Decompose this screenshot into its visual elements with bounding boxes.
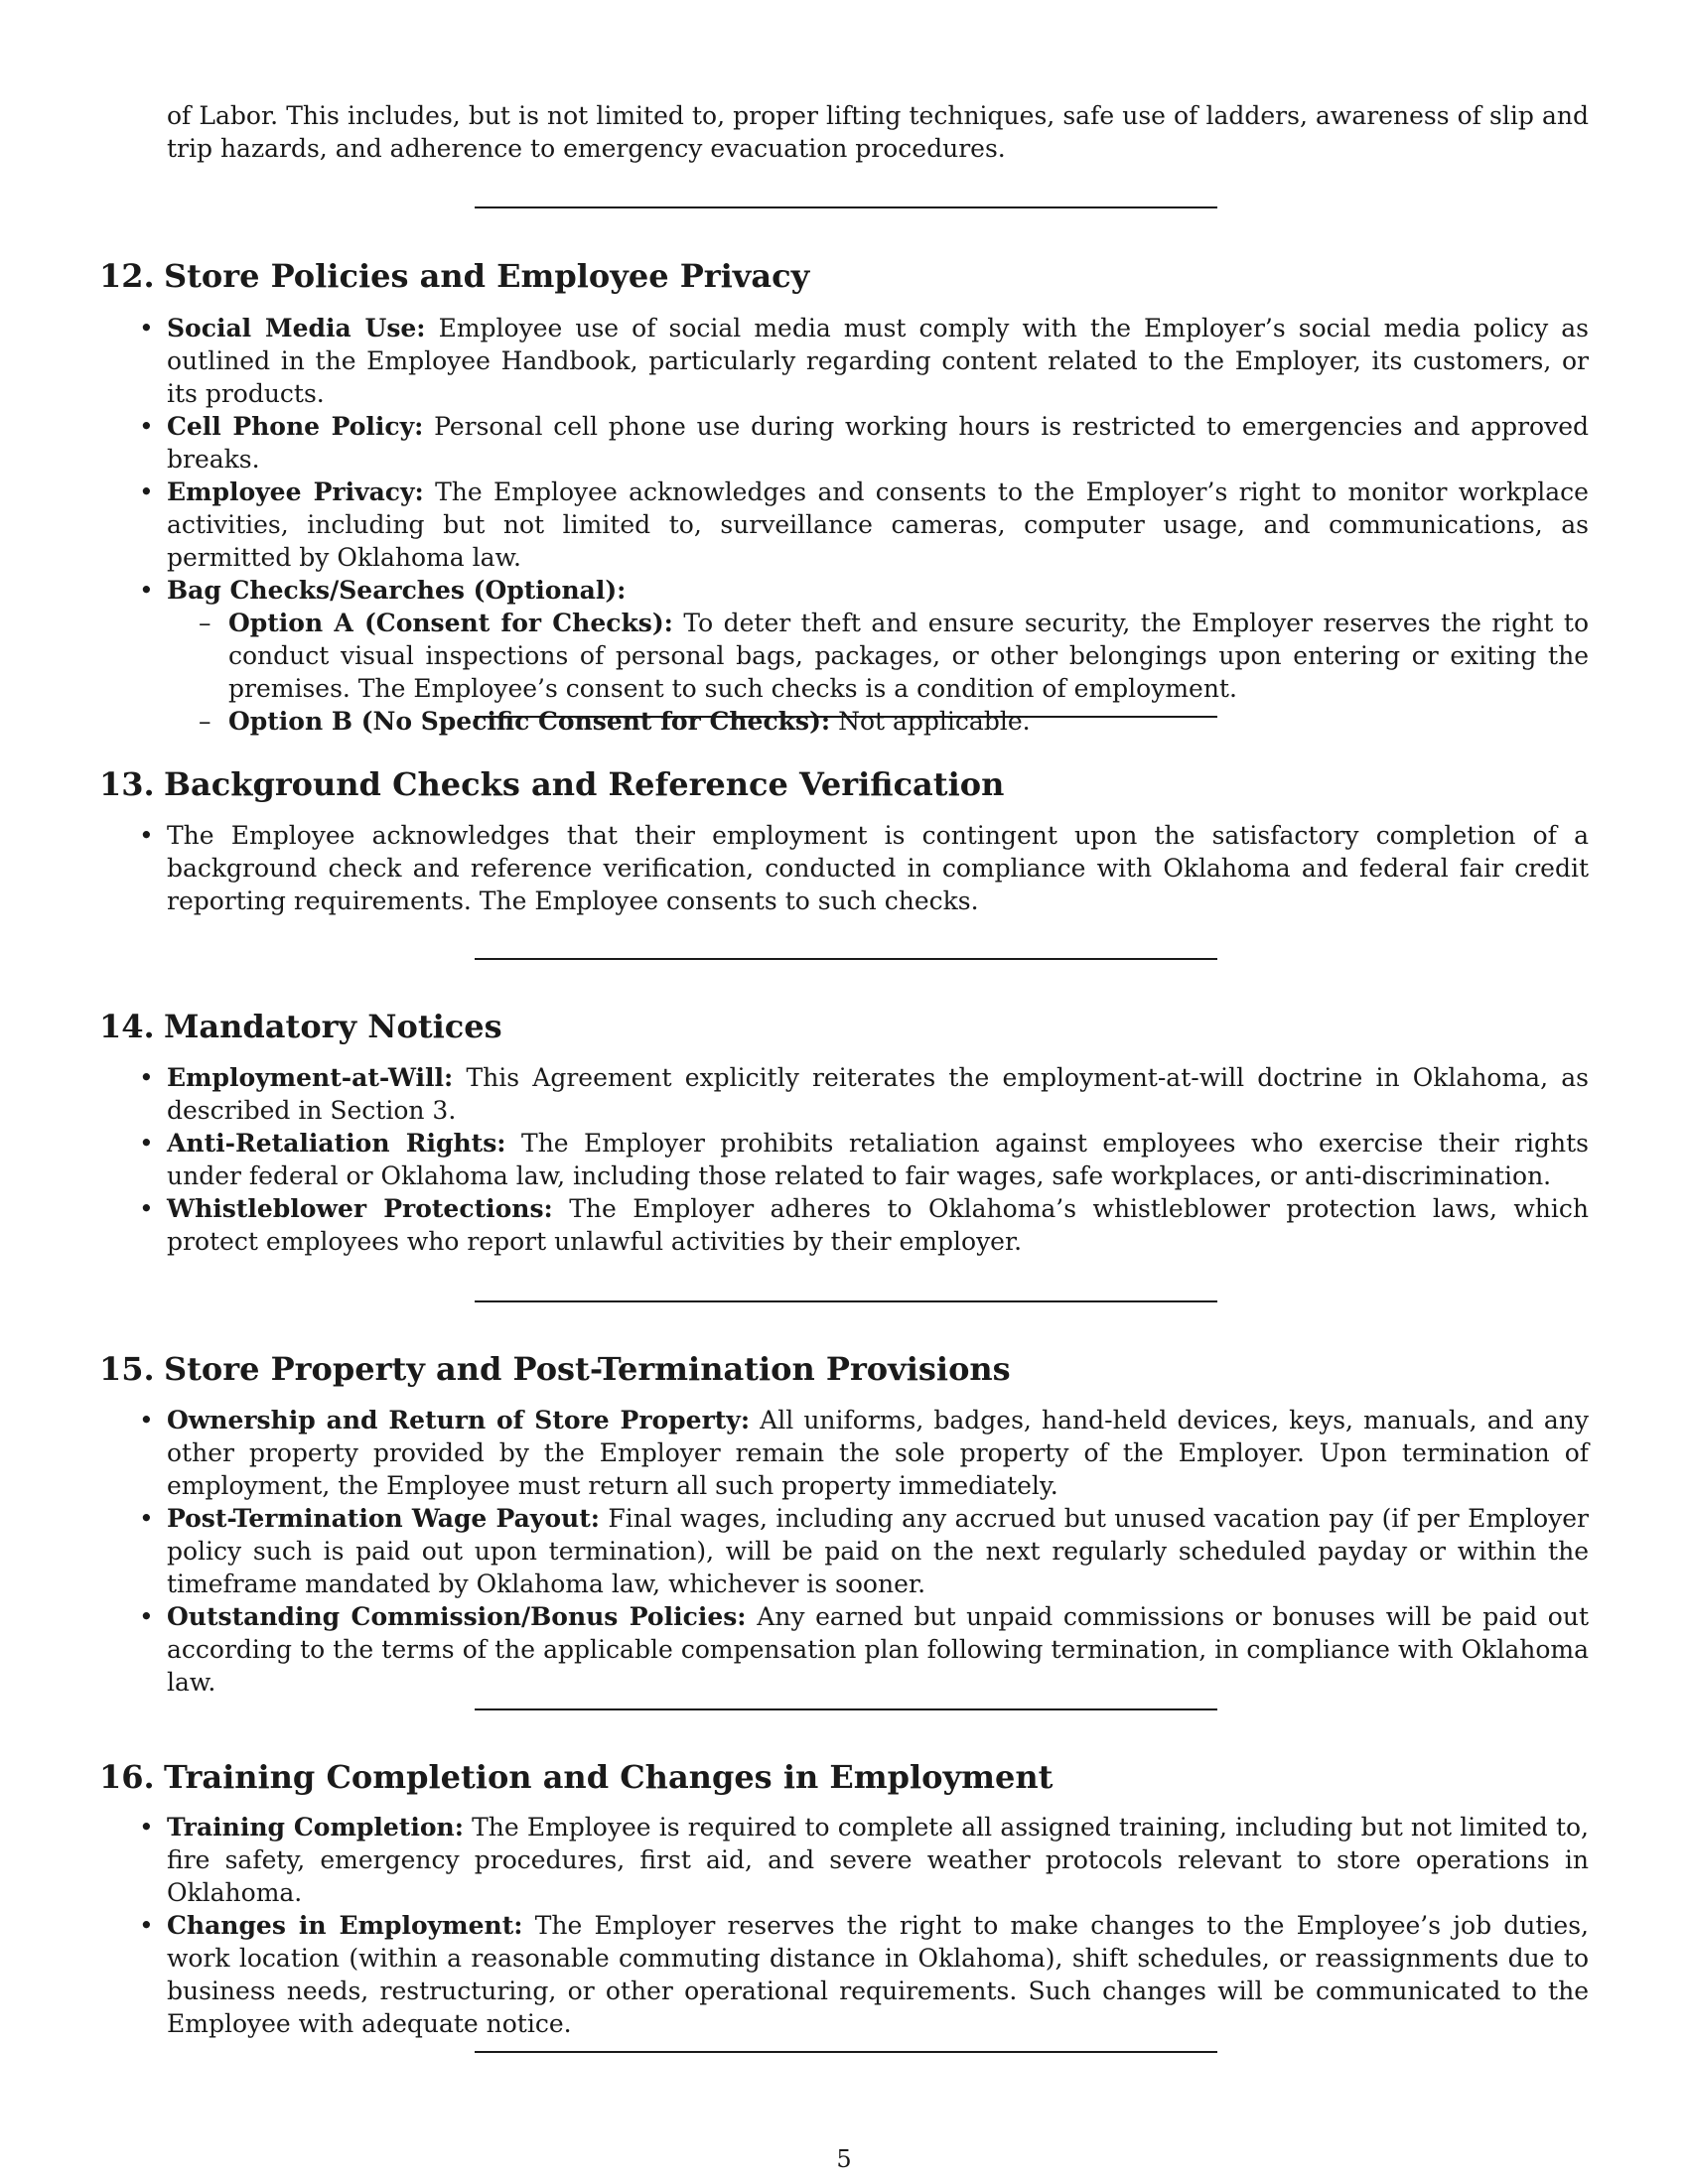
item-text: The Employee is required to complete all assigned training, including but not limited to, fire safety, emergency procedures, first aid, and severe weather protocols relevant to store operations in Oklahoma. [167, 1813, 1590, 1907]
bullet-glyph: • [139, 1813, 154, 1842]
item-label: Option B (No Specific Consent for Checks): [228, 707, 831, 736]
section-number: 15. [99, 1350, 155, 1388]
bullet-glyph: • [139, 314, 154, 342]
section-13-heading [99, 764, 1004, 804]
item-label: Bag Checks/Searches (Optional): [167, 576, 627, 605]
section-number: 16. [99, 1758, 155, 1796]
item-text: Personal cell phone use during working hours is restricted to emergencies and approved breaks. [167, 412, 1589, 474]
item-text: This Agreement explicitly reiterates the employment-at-will doctrine in Oklahoma, as described in Section 3. [167, 1063, 1589, 1125]
item-label: Anti-Retaliation Rights: [167, 1129, 506, 1158]
section-divider [475, 1708, 1217, 1710]
list-item-cell-phone [139, 410, 1589, 476]
section-number: 14. [99, 1008, 155, 1045]
item-text: The Employer reserves the right to make changes to the Employee’s job duties, work location (within a reasonable commuting distance in Oklahoma), shift schedules, or reassignments due to business needs, restructuring, or other operational requirements. Such changes will be communicated to the Employee with adequate notice. [167, 1911, 1589, 2038]
bullet-glyph: • [139, 1602, 154, 1631]
section-16-heading [99, 1757, 1053, 1797]
section-divider [475, 206, 1217, 208]
list-item-wage-payout [139, 1502, 1589, 1600]
dash-glyph: – [199, 707, 211, 736]
list-item-employee-privacy [139, 476, 1589, 574]
item-label: Social Media Use: [167, 314, 426, 342]
list-item-social-media [139, 312, 1589, 410]
section-title: Training Completion and Changes in Employment [164, 1758, 1054, 1796]
item-text: Final wages, including any accrued but unused vacation pay (if per Employer policy such is paid out upon termination), will be paid on the next regularly scheduled payday or within the timeframe mandated by Oklahoma law, whichever is sooner. [167, 1504, 1589, 1598]
list-item-changes-employment [139, 1909, 1589, 2040]
bullet-glyph: • [139, 412, 154, 441]
list-item-bag-checks [139, 574, 1590, 738]
bullet-glyph: • [139, 1504, 154, 1533]
list-item-anti-retaliation [139, 1127, 1589, 1192]
page-number: 5 [836, 2145, 852, 2173]
section-13-list [139, 819, 1589, 917]
option-a-item [199, 607, 1590, 705]
item-text: To deter theft and ensure security, the Employer reserves the right to conduct visual inspections of personal bags, packages, or other belongings upon entering or exiting the premises. The Employee’s consent to such checks is a condition of employment. [228, 609, 1590, 703]
bullet-glyph: • [139, 1406, 154, 1434]
section-divider [475, 1300, 1217, 1302]
item-label: Post-Termination Wage Payout: [167, 1504, 600, 1533]
bullet-glyph: • [139, 821, 154, 850]
section-14-list [139, 1061, 1590, 1258]
item-text: The Employer prohibits retaliation against employees who exercise their rights under federal or Oklahoma law, including those related to fair wages, safe workplaces, or anti-discrimination. [167, 1129, 1589, 1190]
option-b-item [199, 705, 1589, 738]
section-divider [475, 716, 1217, 718]
list-item-commission-bonus [139, 1600, 1589, 1699]
section-12-list [139, 312, 1590, 738]
item-label: Training Completion: [167, 1813, 464, 1842]
item-text: Employee use of social media must comply with the Employer’s social media policy as outlined in the Employee Handbook, particularly regarding content related to the Employer, its customers, or its products. [167, 314, 1589, 408]
item-label: Employee Privacy: [167, 478, 424, 506]
section-title: Background Checks and Reference Verification [164, 765, 1005, 803]
bag-checks-options [167, 607, 1589, 738]
list-item-employment-at-will [139, 1061, 1589, 1127]
item-text: The Employee acknowledges and consents to the Employer’s right to monitor workplace activities, including but not limited to, surveillance cameras, computer usage, and communications, as permitted by Oklahoma law. [167, 478, 1589, 572]
list-item-background-check [139, 819, 1589, 917]
bullet-glyph: • [139, 576, 154, 605]
bullet-glyph: • [139, 478, 154, 506]
bullet-glyph: • [139, 1063, 154, 1092]
section-title: Store Property and Post-Termination Provisions [164, 1350, 1011, 1388]
section-15-heading [99, 1349, 1011, 1389]
section-12-heading [99, 256, 809, 296]
item-label: Employment-at-Will: [167, 1063, 454, 1092]
item-text: Not applicable. [838, 707, 1031, 736]
item-label: Whistleblower Protections: [167, 1194, 553, 1223]
bullet-glyph: • [139, 1129, 154, 1158]
dash-glyph: – [199, 609, 211, 637]
item-text: The Employer adheres to Oklahoma’s whistleblower protection laws, which protect employees who report unlawful activities by their employer. [167, 1194, 1590, 1256]
section-number: 13. [99, 765, 155, 803]
section-16-list [139, 1811, 1590, 2040]
section-title: Store Policies and Employee Privacy [164, 257, 810, 295]
item-text: Any earned but unpaid commissions or bonuses will be paid out according to the terms of the applicable compensation plan following termination, in compliance with Oklahoma law. [167, 1602, 1589, 1697]
section-number: 12. [99, 257, 155, 295]
section-title: Mandatory Notices [164, 1008, 502, 1045]
list-item-whistleblower [139, 1192, 1590, 1258]
bullet-glyph: • [139, 1911, 154, 1940]
item-label: Outstanding Commission/Bonus Policies: [167, 1602, 747, 1631]
item-label: Changes in Employment: [167, 1911, 523, 1940]
section-14-heading [99, 1007, 502, 1046]
section-divider [475, 2051, 1217, 2053]
item-label: Cell Phone Policy: [167, 412, 424, 441]
item-label: Ownership and Return of Store Property: [167, 1406, 751, 1434]
bullet-glyph: • [139, 1194, 154, 1223]
list-item-training-completion [139, 1811, 1590, 1909]
intro-paragraph: of Labor. This includes, but is not limited to, proper lifting techniques, safe use of ladders, awareness of slip and trip hazards, and adherence to emergency evacuation procedures. [167, 101, 1589, 163]
item-label: Option A (Consent for Checks): [228, 609, 673, 637]
item-text: The Employee acknowledges that their employment is contingent upon the satisfactory completion of a background check and reference verification, conducted in compliance with Oklahoma and federal fair credit reporting requirements. The Employee consents to such checks. [167, 821, 1589, 915]
list-item-store-property [139, 1404, 1589, 1502]
item-text: All uniforms, badges, hand-held devices, keys, manuals, and any other property provided by the Employer remain the sole property of the Employer. Upon termination of employment, the Employee must return all such property immediately. [167, 1406, 1589, 1500]
section-15-list [139, 1404, 1589, 1699]
section-divider [475, 958, 1217, 960]
